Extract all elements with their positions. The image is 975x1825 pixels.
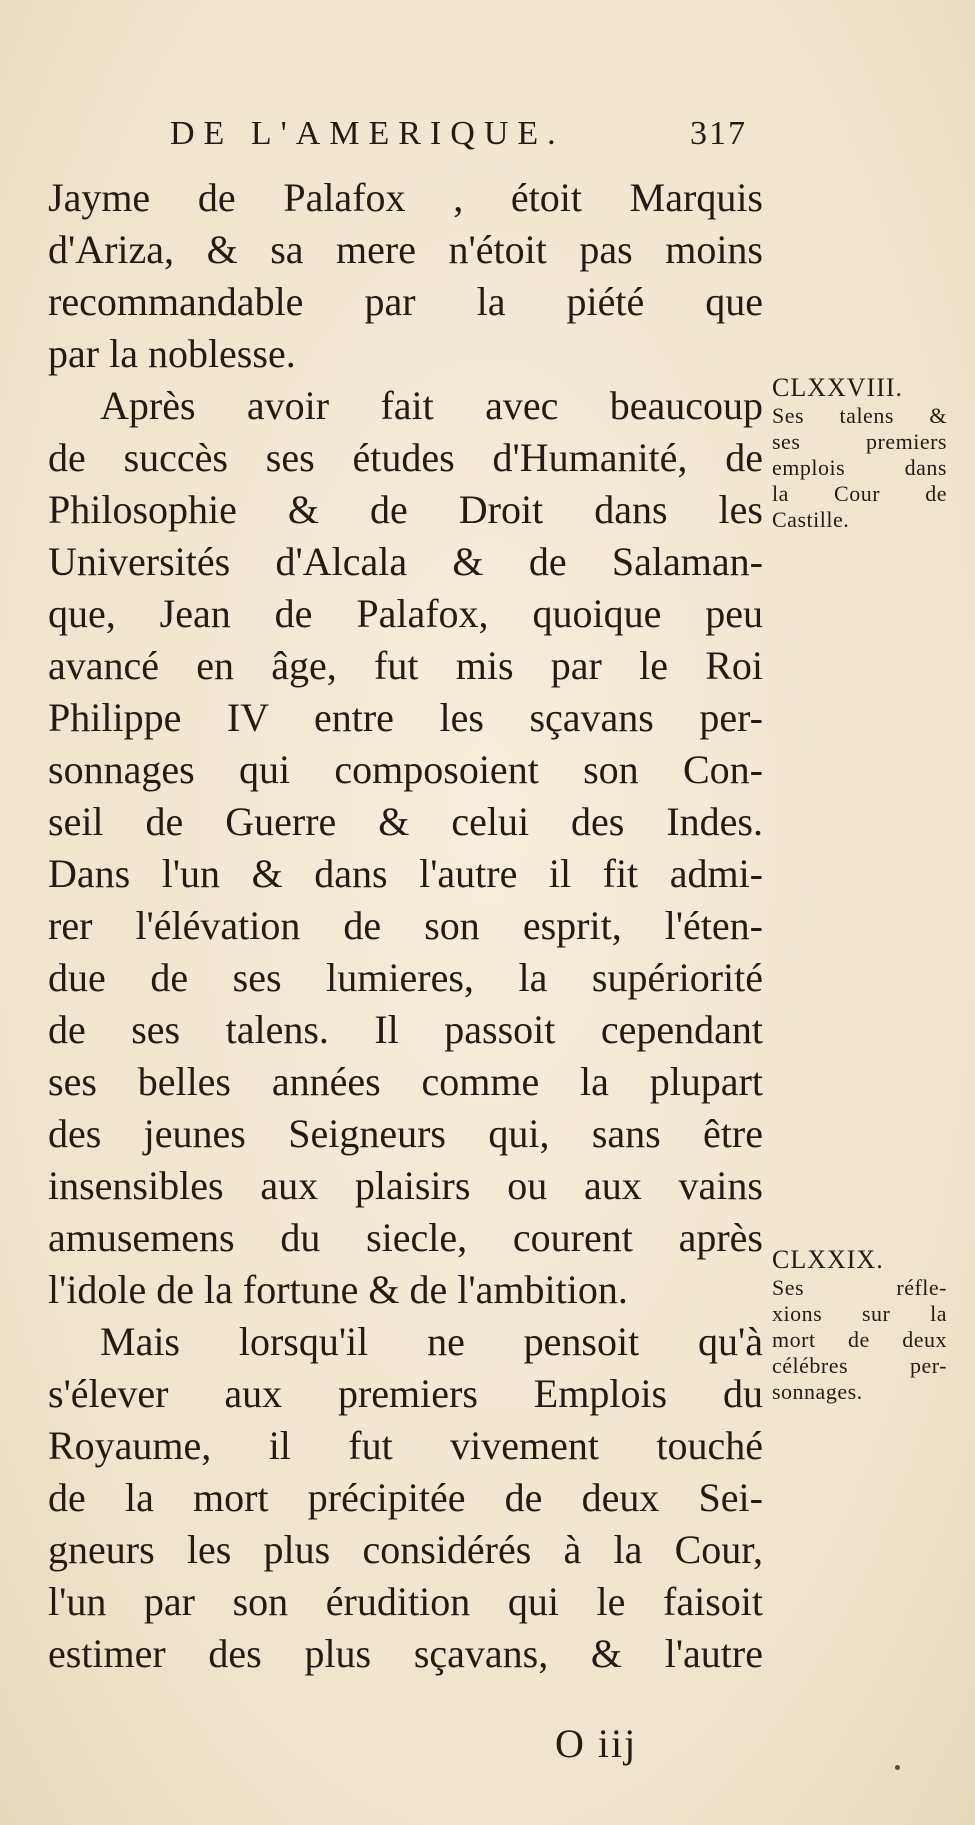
text-line: Jayme de Palafox , étoit Marquis [48, 175, 763, 220]
margin-note-line: ses premiers [772, 429, 947, 454]
margin-note-line: Ses talens & [772, 403, 947, 428]
text-line: par la noblesse. [48, 331, 296, 376]
main-text [48, 172, 763, 1680]
text-line: de la mort précipitée de deux Sei- [48, 1475, 763, 1520]
margin-note-number: CLXXIX. [772, 1245, 884, 1274]
text-line: de succès ses études d'Humanité, de [48, 435, 763, 480]
text-line: estimer des plus sçavans, & l'autre [48, 1631, 763, 1676]
text-line: due de ses lumieres, la supériorité [48, 955, 763, 1000]
text-line: Royaume, il fut vivement touché [48, 1423, 763, 1468]
margin-note-clxxviii [772, 375, 947, 533]
text-line: Philippe IV entre les sçavans per- [48, 695, 763, 740]
running-header [170, 115, 760, 153]
text-line: sonnages qui composoient son Con- [48, 747, 763, 792]
text-line: recommandable par la piété que [48, 279, 763, 324]
header-title: DE L'AMERIQUE. [170, 115, 565, 152]
text-line: seil de Guerre & celui des Indes. [48, 799, 763, 844]
margin-note-line: la Cour de [772, 481, 947, 506]
text-line: de ses talens. Il passoit cependant [48, 1007, 763, 1052]
text-line: ses belles années comme la plupart [48, 1059, 763, 1104]
margin-note-line: Ses réfle- [772, 1275, 947, 1300]
margin-note-line: Castille. [772, 507, 850, 532]
text-line: rer l'élévation de son esprit, l'éten- [48, 903, 763, 948]
text-line: amusemens du siecle, courent après [48, 1215, 763, 1260]
margin-note-line: mort de deux [772, 1327, 947, 1352]
margin-note-number: CLXXVIII. [772, 373, 904, 402]
signature-mark: O iij [555, 1721, 638, 1766]
text-line: des jeunes Seigneurs qui, sans être [48, 1111, 763, 1156]
text-line: insensibles aux plaisirs ou aux vains [48, 1163, 763, 1208]
text-line: avancé en âge, fut mis par le Roi [48, 643, 763, 688]
margin-note-clxxix [772, 1247, 947, 1405]
ink-speck [895, 1765, 900, 1770]
text-line: que, Jean de Palafox, quoique peu [48, 591, 763, 636]
text-line: l'un par son érudition qui le faisoit [48, 1579, 763, 1624]
text-line: s'élever aux premiers Emplois du [48, 1371, 763, 1416]
text-line: Universités d'Alcala & de Salaman- [48, 539, 763, 584]
text-line: Dans l'un & dans l'autre il fit admi- [48, 851, 763, 896]
text-line: d'Ariza, & sa mere n'étoit pas moins [48, 227, 763, 272]
margin-note-line: xions sur la [772, 1301, 947, 1326]
text-line: l'idole de la fortune & de l'ambition. [48, 1267, 628, 1312]
text-line: gneurs les plus considérés à la Cour, [48, 1527, 763, 1572]
margin-note-line: sonnages. [772, 1379, 863, 1404]
page-number: 317 [690, 115, 747, 152]
text-line: Philosophie & de Droit dans les [48, 487, 763, 532]
margin-note-line: célébres per- [772, 1353, 947, 1378]
text-line: Après avoir fait avec beaucoup [100, 383, 763, 428]
text-line: Mais lorsqu'il ne pensoit qu'à [100, 1319, 763, 1364]
margin-note-line: emplois dans [772, 455, 947, 480]
